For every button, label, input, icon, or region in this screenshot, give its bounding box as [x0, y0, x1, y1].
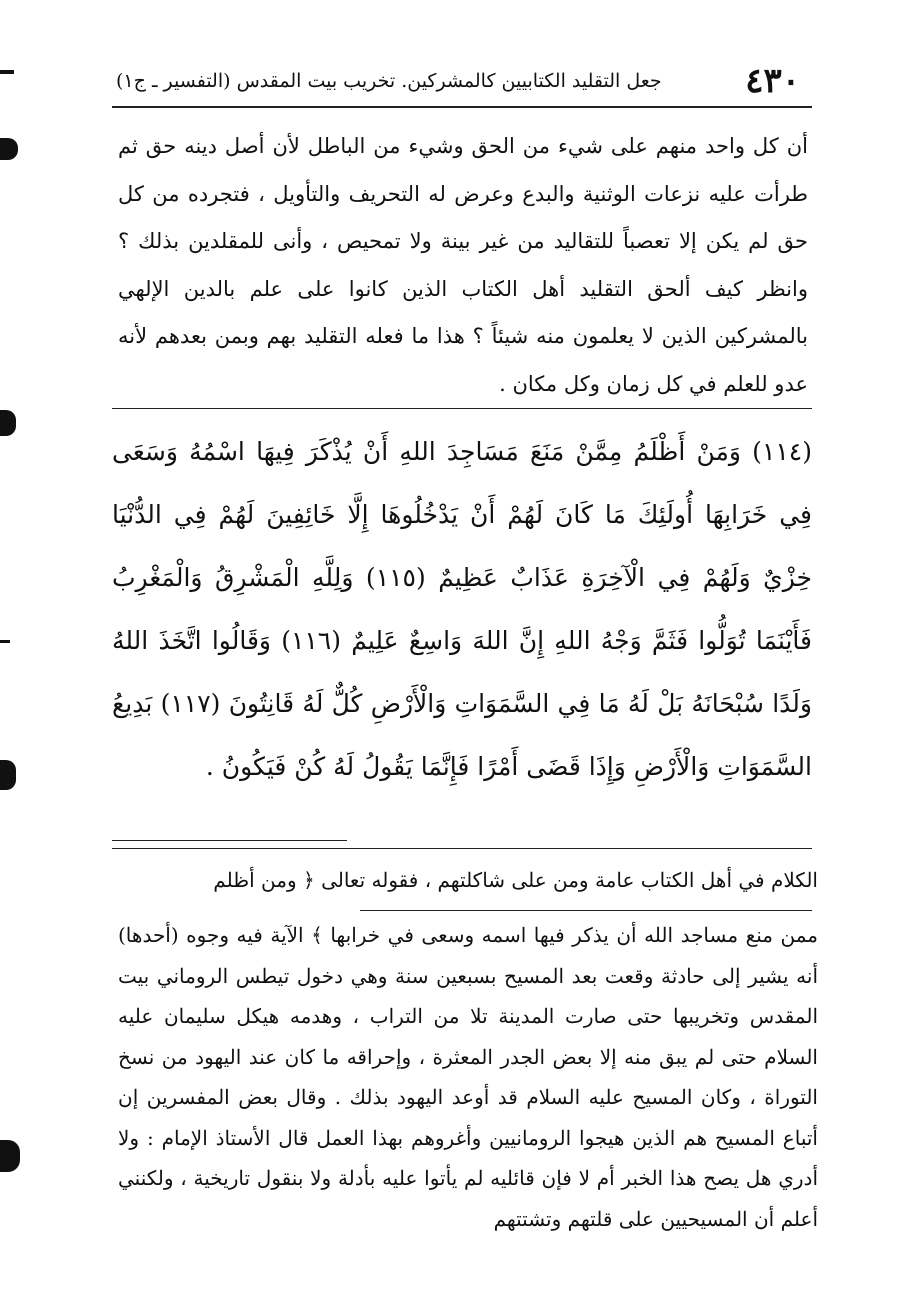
scan-edge-mark: [0, 138, 18, 160]
commentary-rule-top: [112, 848, 812, 849]
section-rule: [112, 408, 812, 409]
scan-edge-mark: [0, 640, 10, 643]
commentary-lead: الكلام في أهل الكتاب عامة ومن على شاكلتهم ، فقوله تعالى ﴿ ومن أظلم: [213, 868, 818, 892]
commentary-text: ممن منع مساجد الله أن يذكر فيها اسمه وسعى في خرابها ﴾ الآية فيه وجوه (أحدها) أنه يشير إلى حادثة وقعت بعد المسيح بسبعين سنة وهي دخول تيطس الروماني بيت المقدس وتخريبها حتى صارت المدينة تلا من التراب ، وهدمه هيكل سليمان عليه السلام حتى لم يبق منه إلا بعض الجدر المعثرة ، وإحراقه ما كان عند اليهود من نسخ التوراة ، وكان المسيح عليه السلام قد أوعد اليهود بذلك . وقال بعض المفسرين إن أتباع المسيح هم الذين هيجوا الرومانيين وأغروهم بهذا العمل قال الأستاذ الإمام : ولا أدري هل يصح هذا الخبر أم لا فإن قائليه لم يأتوا عليه بأدلة ولا بنقول تاريخية ، ولكنني أعلم أن المسيحيين على قلتهم وتشتتهم: [118, 923, 818, 1231]
page-header: [110, 60, 800, 102]
scan-edge-mark: [0, 760, 16, 790]
header-rule: [112, 106, 812, 108]
commentary-rule-bottom: [360, 910, 812, 911]
running-title: جعل التقليد الكتابيين كالمشركين. تخريب بيت المقدس (التفسير ـ ج١): [116, 70, 662, 92]
scan-edge-mark: [0, 410, 16, 436]
commentary-rule-top: [112, 840, 347, 841]
scan-edge-mark: [0, 1140, 20, 1172]
page-number: ٤٣٠: [745, 61, 800, 101]
quran-verses: (١١٤) وَمَنْ أَظْلَمُ مِمَّنْ مَنَعَ مَسَاجِدَ اللهِ أَنْ يُذْكَرَ فِيهَا اسْمُهُ وَسَعَى فِي خَرَابِهَا أُولَئِكَ مَا كَانَ لَهُمْ أَنْ يَدْخُلُوهَا إِلَّا خَائِفِينَ لَهُمْ فِي الدُّنْيَا خِزْيٌ وَلَهُمْ فِي الْآخِرَةِ عَذَابٌ عَظِيمٌ (١١٥) وَلِلَّهِ الْمَشْرِقُ وَالْمَغْرِبُ فَأَيْنَمَا تُوَلُّوا فَثَمَّ وَجْهُ اللهِ إِنَّ اللهَ وَاسِعٌ عَلِيمٌ (١١٦) وَقَالُوا اتَّخَذَ اللهُ وَلَدًا سُبْحَانَهُ بَلْ لَهُ مَا فِي السَّمَوَاتِ وَالْأَرْضِ كُلٌّ لَهُ قَانِتُونَ (١١٧) بَدِيعُ السَّمَوَاتِ وَالْأَرْضِ وَإِذَا قَضَى أَمْرًا فَإِنَّمَا يَقُولُ لَهُ كُنْ فَيَكُونُ .: [112, 437, 812, 781]
top-paragraph: أن كل واحد منهم على شيء من الحق وشيء من الباطل لأن أصل دينه حق ثم طرأت عليه نزعات الوثنية والبدع وعرض له التحريف والتأويل ، فتجرده من كل حق لم يكن إلا تعصباً للتقاليد من غير بينة ولا تمحيص ، وأنى للمقلدين بذلك ؟ وانظر كيف ألحق التقليد أهل الكتاب الذين كانوا على علم بالدين الإلهي بالمشركين الذين لا يعلمون منه شيئاً ؟ هذا ما فعله التقليد بهم وبمن بعدهم لأنه عدو للعلم في كل زمان وكل مكان .: [118, 134, 808, 396]
scan-edge-mark: [0, 70, 14, 74]
